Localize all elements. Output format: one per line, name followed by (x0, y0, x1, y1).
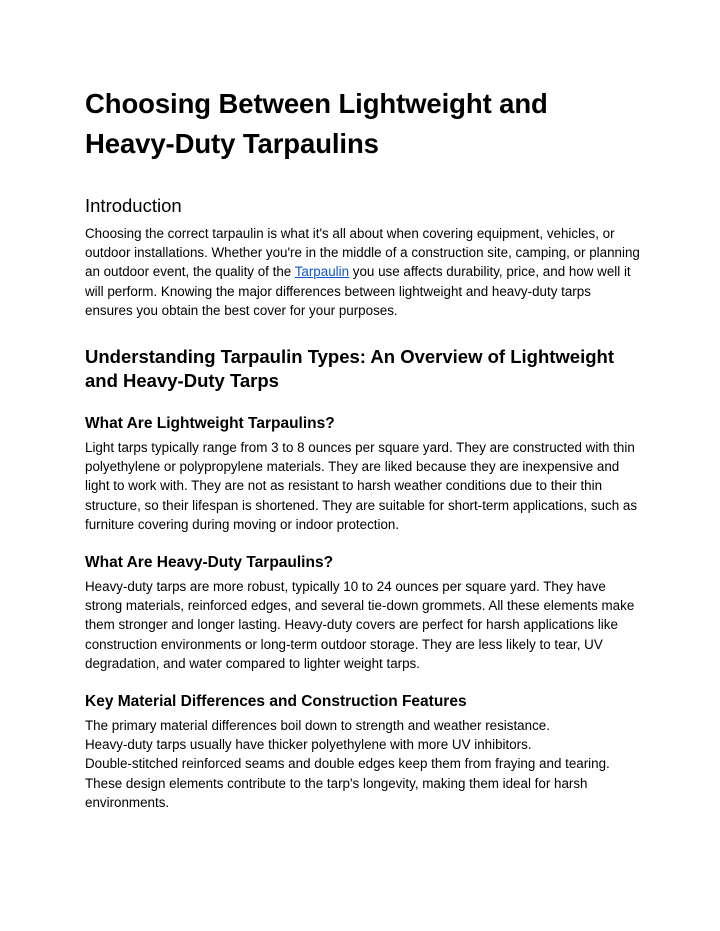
intro-heading: Introduction (85, 195, 182, 216)
intro-text-after-link: you use affects durability, price, and how well it will perform. Knowing the major differences between lightweight and heavy-duty tarps ensures you obtain the best cover for your purposes. (85, 264, 631, 318)
intro-text-before-link: Choosing the correct tarpaulin is what it's all about when covering equipment, vehicles, or outdoor installations. Whether you're in the middle of a construction site, camping, or planning an outdoor event, the quality of the (85, 226, 640, 280)
materials-heading: Key Material Differences and Construction Features (85, 693, 467, 711)
overview-heading: Understanding Tarpaulin Types: An Overview of Lightweight and Heavy-Duty Tarps (85, 346, 615, 392)
heavy-duty-paragraph: Heavy-duty tarps are more robust, typically 10 to 24 ounces per square yard. They have strong materials, reinforced edges, and several tie-down grommets. All these elements make them stronger and longer lasting. Heavy-duty covers are perfect for harsh applications like construction environments or long-term outdoor storage. They are less likely to tear, UV degradation, and water compared to lighter weight tarps. (85, 579, 635, 671)
lightweight-heading: What Are Lightweight Tarpaulins? (85, 415, 335, 433)
materials-line-3: Double-stitched reinforced seams and double edges keep them from fraying and tearing. These design elements contribute to the tarp's longevity, making them ideal for harsh environments. (85, 756, 610, 810)
intro-paragraph (85, 224, 640, 320)
lightweight-paragraph: Light tarps typically range from 3 to 8 ounces per square yard. They are constructed with thin polyethylene or polypropylene materials. They are liked because they are inexpensive and light to work with. They are not as resistant to harsh weather conditions due to their thin structure, so their lifespan is shortened. They are suitable for short-term applications, such as furniture covering during moving or indoor protection. (85, 440, 638, 532)
heavy-duty-heading: What Are Heavy-Duty Tarpaulins? (85, 554, 334, 572)
materials-line-1: The primary material differences boil down to strength and weather resistance. (85, 718, 550, 734)
document-title: Choosing Between Lightweight and Heavy-Duty Tarpaulins (85, 88, 548, 159)
tarpaulin-link[interactable]: Tarpaulin (294, 264, 350, 280)
document-page (85, 84, 640, 812)
materials-line-2: Heavy-duty tarps usually have thicker polyethylene with more UV inhibitors. (85, 737, 532, 753)
